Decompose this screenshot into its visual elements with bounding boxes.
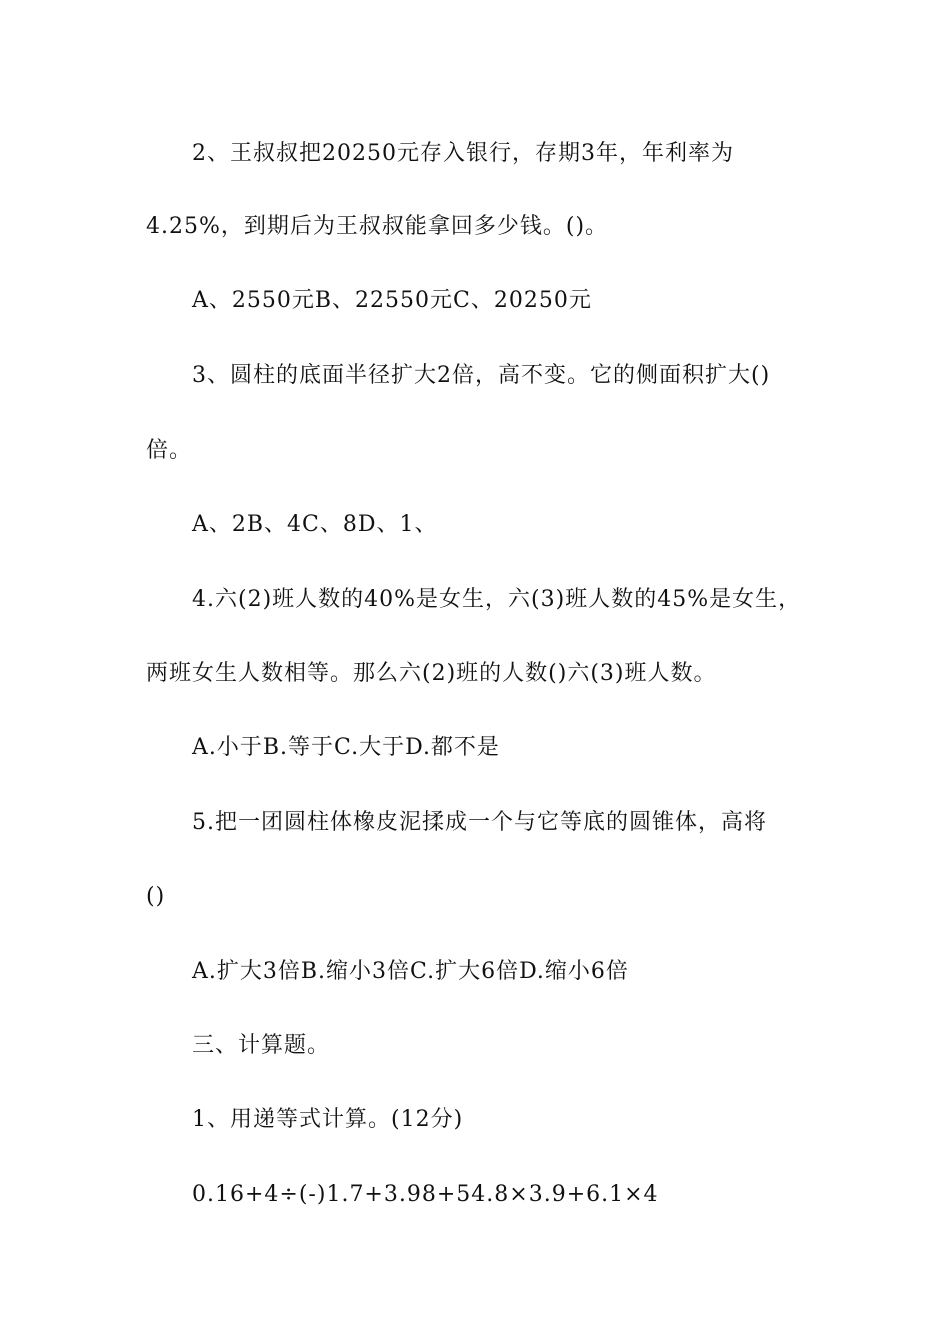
question-5-options: A.扩大3倍B.缩小3倍C.扩大6倍D.缩小6倍 [192,959,629,984]
question-5-line-2: () [146,884,166,909]
question-3-options: A、2B、4C、8D、1、 [192,512,438,537]
question-4-line-2: 两班女生人数相等。那么六(2)班的人数()六(3)班人数。 [146,661,717,686]
calculation-expression: 0.16+4÷(-)1.7+3.98+54.8×3.9+6.1×4 [192,1182,659,1207]
question-2-options: A、2550元B、22550元C、20250元 [192,288,592,313]
question-3-line-1: 3、圆柱的底面半径扩大2倍，高不变。它的侧面积扩大() [192,363,771,388]
question-2-line-1: 2、王叔叔把20250元存入银行，存期3年，年利率为 [192,141,734,166]
question-2-line-2: 4.25%，到期后为王叔叔能拿回多少钱。()。 [146,214,609,239]
section-heading-calculation: 三、计算题。 [192,1033,331,1058]
question-3-line-2: 倍。 [146,438,193,463]
question-4-line-1: 4.六(2)班人数的40%是女生，六(3)班人数的45%是女生， [192,587,802,612]
calculation-instruction: 1、用递等式计算。(12分) [192,1107,464,1132]
question-4-options: A.小于B.等于C.大于D.都不是 [192,735,500,760]
question-5-line-1: 5.把一团圆柱体橡皮泥揉成一个与它等底的圆锥体，高将 [192,810,767,835]
